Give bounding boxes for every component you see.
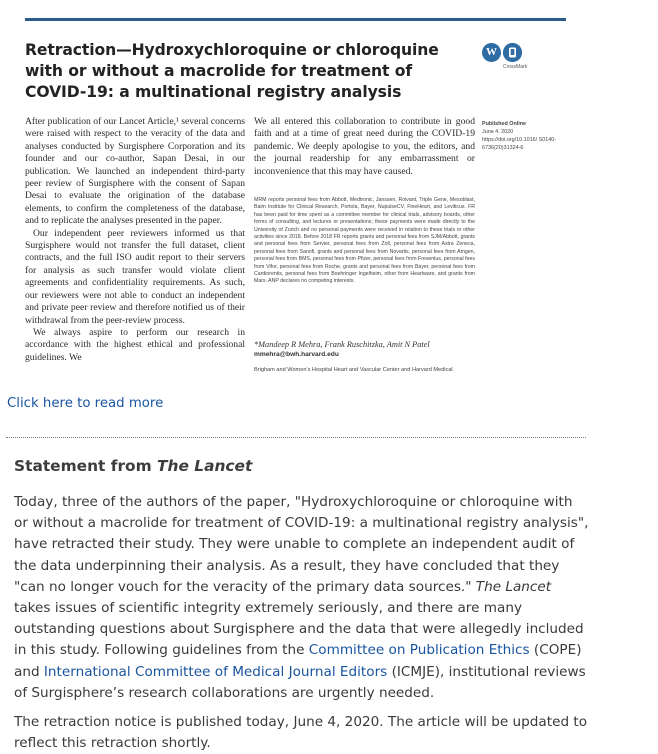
crossmark-icon bbox=[503, 43, 522, 62]
statement-heading-journal: The Lancet bbox=[157, 457, 253, 475]
author-affiliation: Brigham and Women’s Hospital Heart and Vascular Center and Harvard Medical bbox=[254, 367, 453, 373]
publication-info bbox=[482, 120, 572, 152]
statement-text: takes issues of scientific integrity extremely seriously, and there are many outstanding questions about Surgisphere and the data that were allegedly included in this study. Following guidelines from the bbox=[14, 600, 584, 659]
dotted-divider bbox=[6, 437, 586, 438]
notice-paragraph: After publication of our Lancet Article,¹ several concerns were raised with respect to the veracity of the data and analyses conducted by Surgisphere Corporation and its founder and our co-author, Sapan Desai, in our publication. We launched an independent third-party peer review of Surgisphere with the consent of Sapan Desai to evaluate the origination of the database elements, to confirm the completeness of the database, and to replicate the analyses presented in the paper. bbox=[25, 116, 245, 227]
statement-text: Today, three of the authors of the paper, "Hydroxychloroquine or chloroquine with or without a macrolide for treatment of COVID-19: a multinational registry analysis", have retracted their study. They were unable to complete an independent audit of the data underpinning their analysis. As a result, they have concluded that they "can no longer vouch for the veracity of the primary data sources." bbox=[14, 494, 589, 595]
header-rule bbox=[25, 18, 566, 21]
statement-text: (COPE) and bbox=[14, 642, 582, 680]
statement-heading-prefix: Statement from bbox=[14, 457, 158, 475]
published-date: June 4, 2020 bbox=[482, 129, 514, 135]
statement-text: (ICMJE), institutional reviews of Surgisphere’s research collaborations are urgently needed. bbox=[14, 663, 586, 701]
author-email: mmehra@bwh.harvard.edu bbox=[254, 351, 339, 358]
doi-text: https://doi.org/10.1016/ S0140-6736(20)31324-6 bbox=[482, 137, 557, 151]
statement-paragraph-1 bbox=[14, 492, 589, 704]
notice-authors: *Mandeep R Mehra, Frank Ruschitzka, Amit N Patel bbox=[254, 340, 430, 349]
notice-title: Retraction—Hydroxychloroquine or chloroquine with or without a macrolide for treatment of COVID-19: a multinational registry analysis bbox=[25, 41, 439, 101]
published-online-label: Published Online bbox=[482, 121, 527, 127]
w-badge-icon: W bbox=[482, 43, 501, 62]
disclosures-text: MRM reports personal fees from Abbott, Medtronic, Janssen, Roivant, Triple Gene, Mesoblast, Baim Institute for Clinical Research, Portola, Bayer, NupulseCV, FineHeart, and Leviticus. FR has been paid for time spent as a committee member for clinical trials, advisory boards, other forms of consulting, and lectures or presentations; these payments were made directly to the University of Zurich and no personal payments were received in relation to these trials or other activities since 2018. Before 2018 FR reports grants and personal fees from SJM/Abbott, grants and personal fees from Servier, personal fees from Zoll, personal fees from Astra Zeneca, personal fees from Sanofi, grants and personal fees from Novartis, personal fees from Amgen, personal fees from BMS, personal fees from Pfizer, personal fees from Fresenius, personal fees from Vifor, personal fees from Roche, grants and personal fees from Bayer, personal fees from Cardiorentis, personal fees from Boehringer Ingelheim, other from Heartware, and grants from Mars. ANP declares no competing interests. bbox=[254, 197, 475, 285]
notice-paragraph: We always aspire to perform our research in accordance with the highest ethical and professional guidelines. We bbox=[25, 326, 245, 363]
journal-name: The Lancet bbox=[475, 578, 552, 595]
statement-paragraph-2: The retraction notice is published today, June 4, 2020. The article will be updated to reflect this retraction shortly. bbox=[14, 714, 588, 752]
journal-logos bbox=[482, 43, 528, 73]
retraction-notice-image bbox=[0, 0, 592, 385]
icmje-link[interactable]: International Committee of Medical Journal Editors bbox=[43, 663, 388, 680]
notice-column-1 bbox=[25, 116, 245, 364]
notice-column-2: We all entered this collaboration to contribute in good faith and at a time of great need during the COVID-19 pandemic. We deeply apologise to you, the editors, and the journal readership for any embarrassment or inconvenience that this may have caused. bbox=[254, 116, 475, 177]
statement-heading bbox=[14, 457, 252, 475]
notice-paragraph: Our independent peer reviewers informed us that Surgisphere would not transfer the full dataset, client contracts, and the full ISO audit report to their servers for analysis as such transfer would violate client agreements and confidentiality requirements. As such, our reviewers were not able to conduct an independent and private peer review and therefore notified us of their withdrawal from the peer-review process. bbox=[25, 227, 245, 326]
read-more-link[interactable]: Click here to read more bbox=[7, 396, 164, 411]
cope-link[interactable]: Committee on Publication Ethics bbox=[308, 642, 530, 659]
crossmark-label: CrossMark bbox=[503, 64, 528, 70]
competing-interests bbox=[254, 197, 475, 286]
